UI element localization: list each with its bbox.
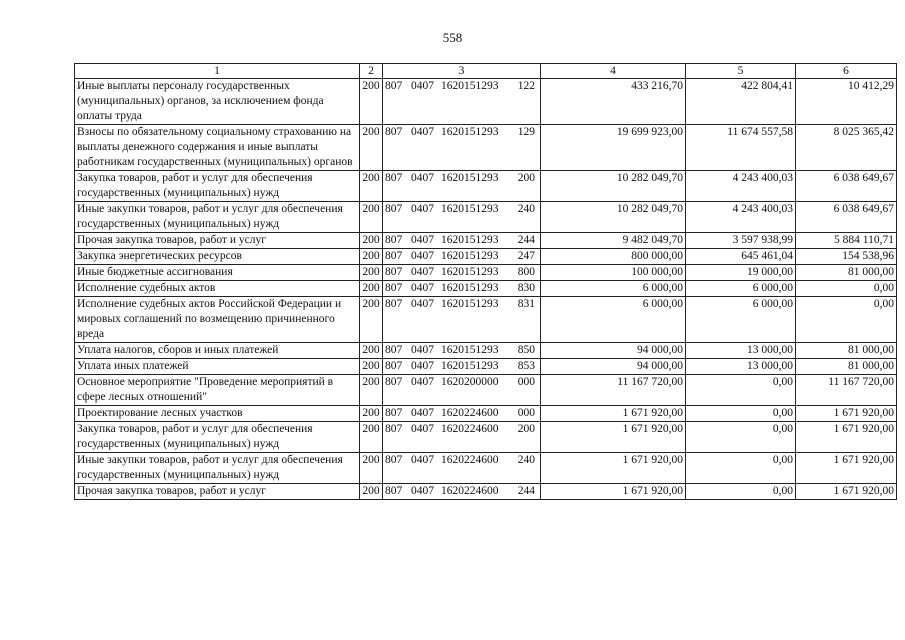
code-expense-type: 240 xyxy=(517,203,535,215)
code-section: 0407 xyxy=(411,454,434,466)
code-admin: 807 xyxy=(385,172,403,184)
row-col-4: 10 282 049,70 xyxy=(541,202,686,233)
code-admin: 807 xyxy=(385,485,403,497)
row-col-4: 19 699 923,00 xyxy=(541,125,686,171)
row-name: Прочая закупка товаров, работ и услуг xyxy=(75,233,360,249)
code-target: 1620151293 xyxy=(441,266,499,278)
row-col-4: 6 000,00 xyxy=(541,281,686,297)
row-col-4: 100 000,00 xyxy=(541,265,686,281)
row-col-5: 0,00 xyxy=(686,406,796,422)
code-expense-type: 244 xyxy=(517,485,535,497)
table-row xyxy=(75,249,897,265)
row-col-6: 81 000,00 xyxy=(796,343,897,359)
row-name: Уплата иных платежей xyxy=(75,359,360,375)
row-col-5: 0,00 xyxy=(686,422,796,453)
code-target: 1620200000 xyxy=(441,376,499,388)
code-section: 0407 xyxy=(411,80,434,92)
header-col-6: 6 xyxy=(796,64,897,79)
code-expense-type: 200 xyxy=(517,423,535,435)
row-name: Иные закупки товаров, работ и услуг для обеспечения государственных (муниципальных) нужд xyxy=(75,453,360,484)
row-col-4: 433 216,70 xyxy=(541,79,686,125)
code-expense-type: 831 xyxy=(517,298,535,310)
code-section: 0407 xyxy=(411,234,434,246)
row-col-5: 0,00 xyxy=(686,453,796,484)
row-col-5: 13 000,00 xyxy=(686,359,796,375)
row-code xyxy=(383,125,541,171)
row-code xyxy=(383,281,541,297)
page-number: 558 xyxy=(442,30,463,45)
row-col-6: 6 038 649,67 xyxy=(796,202,897,233)
header-col-3: 3 xyxy=(383,64,541,79)
table-row xyxy=(75,359,897,375)
table-row xyxy=(75,171,897,202)
header-col-1: 1 xyxy=(75,64,360,79)
row-col-6: 10 412,29 xyxy=(796,79,897,125)
row-col-2: 200 xyxy=(360,343,383,359)
code-target: 1620151293 xyxy=(441,360,499,372)
table-row xyxy=(75,297,897,343)
row-name: Закупка товаров, работ и услуг для обеспечения государственных (муниципальных) нужд xyxy=(75,171,360,202)
code-admin: 807 xyxy=(385,250,403,262)
row-col-6: 8 025 365,42 xyxy=(796,125,897,171)
code-admin: 807 xyxy=(385,344,403,356)
row-code xyxy=(383,297,541,343)
row-col-5: 11 674 557,58 xyxy=(686,125,796,171)
code-admin: 807 xyxy=(385,234,403,246)
row-col-6: 154 538,96 xyxy=(796,249,897,265)
code-admin: 807 xyxy=(385,360,403,372)
code-section: 0407 xyxy=(411,172,434,184)
code-expense-type: 000 xyxy=(517,376,535,388)
code-admin: 807 xyxy=(385,407,403,419)
row-col-2: 200 xyxy=(360,125,383,171)
code-expense-type: 800 xyxy=(517,266,535,278)
table-row xyxy=(75,79,897,125)
row-col-4: 10 282 049,70 xyxy=(541,171,686,202)
code-target: 1620224600 xyxy=(441,423,499,435)
row-col-2: 200 xyxy=(360,375,383,406)
code-section: 0407 xyxy=(411,407,434,419)
row-col-5: 422 804,41 xyxy=(686,79,796,125)
row-col-6: 0,00 xyxy=(796,297,897,343)
row-code xyxy=(383,171,541,202)
row-col-2: 200 xyxy=(360,79,383,125)
row-col-4: 94 000,00 xyxy=(541,343,686,359)
code-expense-type: 122 xyxy=(517,80,535,92)
code-section: 0407 xyxy=(411,298,434,310)
row-col-5: 6 000,00 xyxy=(686,297,796,343)
table-row xyxy=(75,422,897,453)
row-col-5: 4 243 400,03 xyxy=(686,202,796,233)
code-target: 1620151293 xyxy=(441,282,499,294)
code-section: 0407 xyxy=(411,282,434,294)
row-col-4: 1 671 920,00 xyxy=(541,484,686,500)
row-code xyxy=(383,375,541,406)
row-col-6: 81 000,00 xyxy=(796,359,897,375)
code-expense-type: 850 xyxy=(517,344,535,356)
table-row xyxy=(75,453,897,484)
code-admin: 807 xyxy=(385,282,403,294)
code-admin: 807 xyxy=(385,203,403,215)
budget-table xyxy=(74,63,897,500)
table-row xyxy=(75,375,897,406)
row-name: Основное мероприятие "Проведение мероприятий в сфере лесных отношений" xyxy=(75,375,360,406)
code-expense-type: 129 xyxy=(517,126,535,138)
code-section: 0407 xyxy=(411,344,434,356)
table-row xyxy=(75,281,897,297)
table-row xyxy=(75,233,897,249)
code-target: 1620224600 xyxy=(441,454,499,466)
code-target: 1620151293 xyxy=(441,250,499,262)
budget-table-body xyxy=(75,64,897,500)
row-code xyxy=(383,359,541,375)
code-expense-type: 247 xyxy=(517,250,535,262)
row-col-6: 81 000,00 xyxy=(796,265,897,281)
row-code xyxy=(383,233,541,249)
header-col-4: 4 xyxy=(541,64,686,79)
row-col-4: 6 000,00 xyxy=(541,297,686,343)
code-admin: 807 xyxy=(385,376,403,388)
table-row xyxy=(75,406,897,422)
row-col-4: 1 671 920,00 xyxy=(541,453,686,484)
row-col-4: 800 000,00 xyxy=(541,249,686,265)
row-col-5: 13 000,00 xyxy=(686,343,796,359)
row-col-4: 94 000,00 xyxy=(541,359,686,375)
code-target: 1620224600 xyxy=(441,485,499,497)
row-col-6: 1 671 920,00 xyxy=(796,406,897,422)
row-name: Иные закупки товаров, работ и услуг для обеспечения государственных (муниципальных) нужд xyxy=(75,202,360,233)
row-col-2: 200 xyxy=(360,249,383,265)
code-section: 0407 xyxy=(411,360,434,372)
row-code xyxy=(383,265,541,281)
row-col-4: 1 671 920,00 xyxy=(541,406,686,422)
code-admin: 807 xyxy=(385,454,403,466)
code-expense-type: 830 xyxy=(517,282,535,294)
table-row xyxy=(75,343,897,359)
row-name: Уплата налогов, сборов и иных платежей xyxy=(75,343,360,359)
code-admin: 807 xyxy=(385,298,403,310)
row-name: Взносы по обязательному социальному страхованию на выплаты денежного содержания и иные выплаты работникам государственных (муниципальных) органов xyxy=(75,125,360,171)
code-section: 0407 xyxy=(411,203,434,215)
code-target: 1620151293 xyxy=(441,203,499,215)
code-section: 0407 xyxy=(411,266,434,278)
code-target: 1620224600 xyxy=(441,407,499,419)
row-name: Проектирование лесных участков xyxy=(75,406,360,422)
row-name: Исполнение судебных актов Российской Федерации и мировых соглашений по возмещению причиненного вреда xyxy=(75,297,360,343)
code-target: 1620151293 xyxy=(441,172,499,184)
code-expense-type: 244 xyxy=(517,234,535,246)
row-col-5: 645 461,04 xyxy=(686,249,796,265)
row-name: Закупка энергетических ресурсов xyxy=(75,249,360,265)
row-col-2: 200 xyxy=(360,359,383,375)
code-section: 0407 xyxy=(411,250,434,262)
row-col-2: 200 xyxy=(360,406,383,422)
row-col-5: 0,00 xyxy=(686,375,796,406)
code-target: 1620151293 xyxy=(441,298,499,310)
row-col-5: 6 000,00 xyxy=(686,281,796,297)
row-col-2: 200 xyxy=(360,281,383,297)
row-col-2: 200 xyxy=(360,422,383,453)
code-target: 1620151293 xyxy=(441,234,499,246)
row-col-2: 200 xyxy=(360,171,383,202)
row-col-2: 200 xyxy=(360,453,383,484)
row-col-2: 200 xyxy=(360,484,383,500)
row-col-6: 11 167 720,00 xyxy=(796,375,897,406)
row-col-6: 1 671 920,00 xyxy=(796,453,897,484)
row-code xyxy=(383,249,541,265)
code-expense-type: 240 xyxy=(517,454,535,466)
row-code xyxy=(383,406,541,422)
row-col-6: 6 038 649,67 xyxy=(796,171,897,202)
code-target: 1620151293 xyxy=(441,126,499,138)
row-name: Закупка товаров, работ и услуг для обеспечения государственных (муниципальных) нужд xyxy=(75,422,360,453)
code-expense-type: 853 xyxy=(517,360,535,372)
row-code xyxy=(383,453,541,484)
row-col-2: 200 xyxy=(360,202,383,233)
row-col-6: 5 884 110,71 xyxy=(796,233,897,249)
code-admin: 807 xyxy=(385,266,403,278)
row-col-5: 4 243 400,03 xyxy=(686,171,796,202)
row-col-6: 1 671 920,00 xyxy=(796,484,897,500)
header-col-5: 5 xyxy=(686,64,796,79)
row-col-5: 0,00 xyxy=(686,484,796,500)
row-code xyxy=(383,202,541,233)
code-section: 0407 xyxy=(411,126,434,138)
row-code xyxy=(383,343,541,359)
row-code xyxy=(383,484,541,500)
code-section: 0407 xyxy=(411,485,434,497)
code-admin: 807 xyxy=(385,126,403,138)
row-name: Иные бюджетные ассигнования xyxy=(75,265,360,281)
row-col-5: 19 000,00 xyxy=(686,265,796,281)
code-expense-type: 200 xyxy=(517,172,535,184)
code-section: 0407 xyxy=(411,423,434,435)
table-row xyxy=(75,125,897,171)
row-col-6: 1 671 920,00 xyxy=(796,422,897,453)
header-row xyxy=(75,64,897,79)
row-col-6: 0,00 xyxy=(796,281,897,297)
row-name: Исполнение судебных актов xyxy=(75,281,360,297)
table-row xyxy=(75,484,897,500)
row-name: Иные выплаты персоналу государственных (муниципальных) органов, за исключением фонда оплаты труда xyxy=(75,79,360,125)
row-col-2: 200 xyxy=(360,265,383,281)
row-col-2: 200 xyxy=(360,233,383,249)
row-code xyxy=(383,79,541,125)
code-admin: 807 xyxy=(385,80,403,92)
table-row xyxy=(75,202,897,233)
code-target: 1620151293 xyxy=(441,344,499,356)
row-col-4: 1 671 920,00 xyxy=(541,422,686,453)
code-admin: 807 xyxy=(385,423,403,435)
row-col-2: 200 xyxy=(360,297,383,343)
table-row xyxy=(75,265,897,281)
row-col-4: 11 167 720,00 xyxy=(541,375,686,406)
code-section: 0407 xyxy=(411,376,434,388)
code-expense-type: 000 xyxy=(517,407,535,419)
row-col-4: 9 482 049,70 xyxy=(541,233,686,249)
code-target: 1620151293 xyxy=(441,80,499,92)
row-col-5: 3 597 938,99 xyxy=(686,233,796,249)
row-name: Прочая закупка товаров, работ и услуг xyxy=(75,484,360,500)
row-code xyxy=(383,422,541,453)
header-col-2: 2 xyxy=(360,64,383,79)
